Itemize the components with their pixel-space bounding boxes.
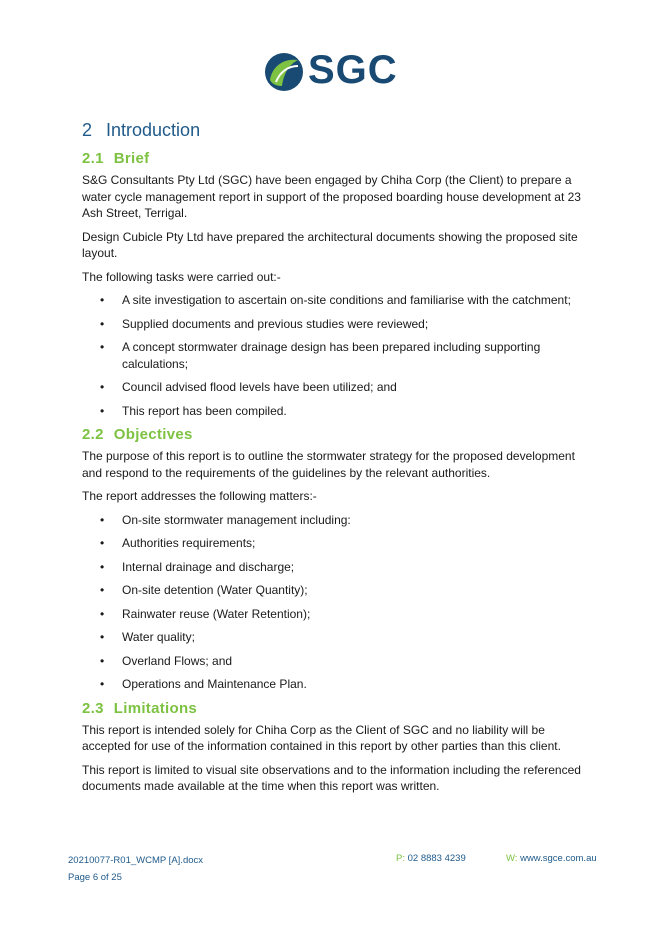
list-item bbox=[82, 676, 592, 693]
list-item bbox=[82, 379, 592, 396]
body-paragraph: This report is limited to visual site observations and to the information including the referenced documents made available at the time when this report was written. bbox=[82, 762, 581, 793]
section-heading bbox=[82, 150, 592, 167]
list-item-text: This report has been compiled. bbox=[122, 403, 287, 418]
list-item bbox=[82, 339, 592, 372]
bullet-list bbox=[82, 292, 592, 419]
bullet-icon: • bbox=[100, 536, 105, 550]
section-number: 2.3 bbox=[82, 699, 104, 717]
bullet-list bbox=[82, 512, 592, 693]
list-item-text: Rainwater reuse (Water Retention); bbox=[122, 606, 311, 621]
web-label: W: bbox=[506, 853, 518, 864]
list-item-text: Overland Flows; and bbox=[122, 653, 233, 668]
list-item-text: Internal drainage and discharge; bbox=[122, 559, 295, 574]
heading-title: Introduction bbox=[106, 120, 201, 140]
section-heading bbox=[82, 426, 592, 443]
bullet-icon: • bbox=[100, 380, 105, 394]
list-item bbox=[82, 629, 592, 646]
footer-doc-ref: 20210077-R01_WCMP [A].docx bbox=[68, 855, 204, 866]
list-item-text: On-site detention (Water Quantity); bbox=[122, 583, 308, 597]
body-paragraph: Design Cubicle Pty Ltd have prepared the architectural documents showing the proposed site layout. bbox=[82, 229, 578, 260]
section-heading bbox=[82, 700, 592, 717]
bullet-icon: • bbox=[100, 606, 105, 621]
body-paragraph: S&G Consultants Pty Ltd (SGC) have been engaged by Chiha Corp (the Client) to prepare a water cycle management report in support of the proposed boarding house development at 23 Ash Street, Terrigal. bbox=[82, 173, 581, 220]
list-item-text: A concept stormwater drainage design has been prepared including supporting calculations; bbox=[122, 340, 541, 371]
bullet-icon: • bbox=[100, 559, 105, 574]
sgc-logo bbox=[262, 50, 412, 94]
list-item bbox=[82, 316, 592, 333]
footer-page-number: Page 6 of 25 bbox=[68, 872, 122, 883]
section-number: 2.2 bbox=[82, 426, 104, 443]
body-paragraph: The report addresses the following matters:- bbox=[82, 489, 317, 503]
section-title: Limitations bbox=[113, 699, 198, 717]
footer-left bbox=[68, 852, 203, 886]
web-address[interactable]: www.sgce.com.au bbox=[520, 853, 597, 864]
heading-number: 2 bbox=[82, 120, 93, 140]
list-item-text: Council advised flood levels have been utilized; and bbox=[122, 380, 397, 394]
logo-text: SGC bbox=[308, 48, 398, 92]
list-item-text: Authorities requirements; bbox=[122, 536, 256, 550]
list-item-text: Operations and Maintenance Plan. bbox=[122, 677, 307, 691]
list-item bbox=[82, 292, 592, 309]
list-item bbox=[82, 606, 592, 623]
bullet-icon: • bbox=[100, 583, 105, 597]
list-item bbox=[82, 582, 592, 599]
footer-phone bbox=[396, 853, 466, 864]
list-item bbox=[82, 403, 592, 420]
list-item bbox=[82, 559, 592, 576]
phone-number: 02 8883 4239 bbox=[407, 853, 466, 864]
sgc-logo-icon bbox=[262, 50, 306, 94]
bullet-icon: • bbox=[100, 293, 105, 307]
document-body bbox=[82, 150, 592, 802]
bullet-icon: • bbox=[100, 340, 105, 354]
bullet-icon: • bbox=[100, 677, 105, 691]
body-paragraph: The following tasks were carried out:- bbox=[82, 269, 281, 284]
list-item-text: On-site stormwater management including: bbox=[122, 512, 351, 527]
section-title: Brief bbox=[113, 150, 150, 167]
list-item bbox=[82, 535, 592, 552]
body-paragraph: This report is intended solely for Chiha Corp as the Client of SGC and no liability will be accepted for use of the information contained in this report by other parties than this client. bbox=[82, 722, 561, 753]
list-item bbox=[82, 512, 592, 529]
page-heading bbox=[82, 120, 200, 141]
footer-web bbox=[506, 853, 597, 864]
list-item-text: Water quality; bbox=[122, 630, 195, 644]
section-number: 2.1 bbox=[82, 150, 104, 167]
bullet-icon: • bbox=[100, 630, 105, 644]
bullet-icon: • bbox=[100, 316, 105, 331]
body-paragraph: The purpose of this report is to outline the stormwater strategy for the proposed development and respond to the requirements of the guidelines by the relevant authorities. bbox=[82, 449, 575, 480]
bullet-icon: • bbox=[100, 512, 105, 527]
phone-label: P: bbox=[396, 853, 405, 864]
bullet-icon: • bbox=[100, 403, 105, 418]
bullet-icon: • bbox=[100, 653, 105, 668]
list-item-text: A site investigation to ascertain on-site conditions and familiarise with the catchment; bbox=[122, 293, 571, 307]
section-title: Objectives bbox=[113, 426, 193, 443]
list-item bbox=[82, 653, 592, 670]
list-item-text: Supplied documents and previous studies were reviewed; bbox=[122, 316, 429, 331]
